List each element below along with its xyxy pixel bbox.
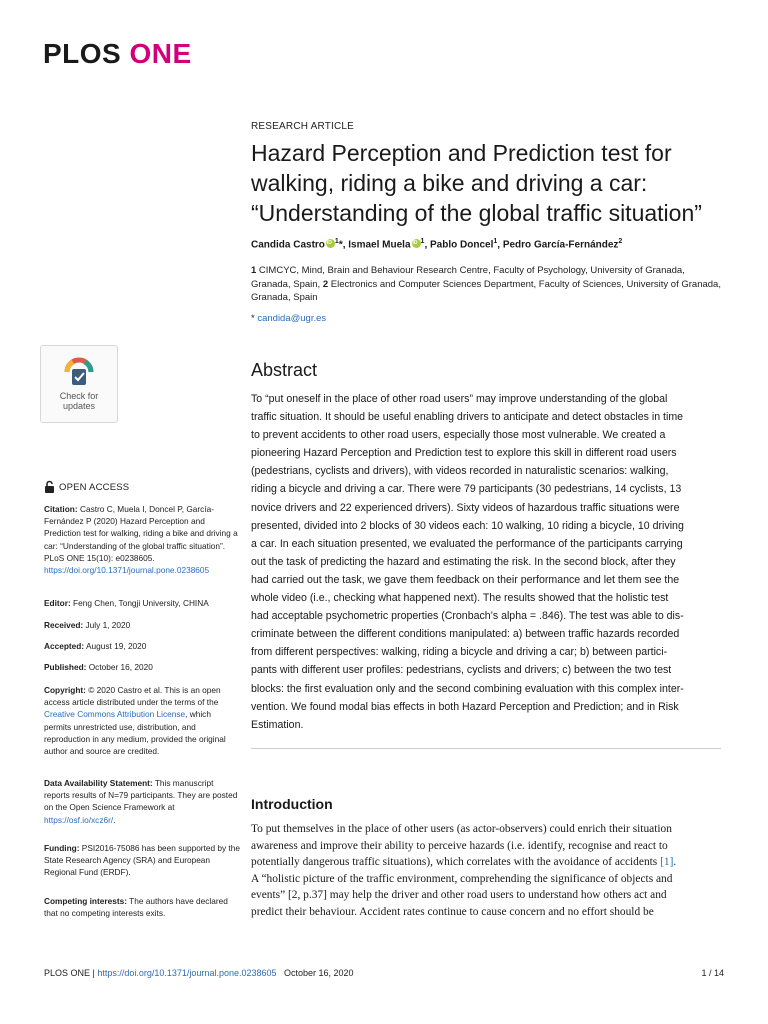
logo-one: ONE: [129, 38, 192, 69]
author-list: [251, 238, 727, 250]
affiliations: [251, 264, 727, 305]
reference-link[interactable]: [1]: [660, 856, 674, 869]
abstract-line: out the task of predicting the hazard and estimating the risk. In the second block, after they: [251, 555, 676, 568]
citation-text: Castro C, Muela I, Doncel P, García-Fernández P (2020) Hazard Perception and Prediction test for walking, riding a bike and driving a car: “Understanding of the global traffic situation”. PLoS ONE 15(10): e0238605.: [44, 504, 238, 563]
intro-line: awareness and improve their ability to perceive hazards (i.e. identify, recognise and react to: [251, 839, 668, 852]
license-link[interactable]: Creative Commons Attribution License: [44, 709, 186, 720]
abstract-line: a car. In each situation presented, we evaluated the performance of the participants carrying: [251, 537, 683, 550]
accepted-text: August 19, 2020: [84, 641, 147, 651]
title-line: “Understanding of the global traffic situation”: [251, 200, 702, 226]
affil-number: 1: [251, 265, 257, 276]
data-availability-text: This manuscript reports results of N=79 participants. They are posted on the Open Science Framework at: [44, 778, 238, 813]
intro-text: potentially dangerous traffic situations), which correlates with the avoidance of accidents: [251, 856, 661, 869]
corr-email-link[interactable]: candida@ugr.es: [257, 313, 327, 324]
author-name[interactable]: Pablo Doncel: [430, 239, 494, 251]
affil-text: CIMCYC, Mind, Brain and Behaviour Research Centre, Faculty of Psychology, University of Granada, Granada, Spain,: [251, 265, 685, 290]
section-divider: [251, 748, 721, 749]
abstract-line: presented, divided into 2 blocks of 30 videos each: 10 walking, 10 riding a bicycle, 10 driving: [251, 519, 684, 532]
abstract-line: riding a bicycle and driving a car. There were 79 participants (30 pedestrians, 14 cyclists, 13: [251, 483, 682, 496]
competing-interests-block: [44, 895, 240, 919]
data-availability-text: .: [113, 814, 116, 825]
citation-doi-link[interactable]: https://doi.org/10.1371/journal.pone.0238605: [44, 565, 210, 576]
abstract-line: from different perspectives: walking, riding a bicycle and driving a car; b) between partici-: [251, 646, 668, 659]
published-text: October 16, 2020: [86, 662, 153, 672]
abstract-line: had acceptable psychometric properties (Cronbach’s alpha = .846). The test was able to dis-: [251, 610, 684, 623]
author-sep: *,: [338, 239, 349, 251]
footer-date: October 16, 2020: [276, 968, 354, 978]
intro-line: To put themselves in the place of other users (as actor-observers) could enrich their situation: [251, 823, 672, 835]
author-affil-sup: 2: [618, 238, 623, 245]
abstract-line: Estimation.: [251, 718, 304, 731]
introduction-body: [251, 821, 727, 921]
accepted-label: Accepted:: [44, 641, 85, 651]
abstract-line: vention. We found modal bias effects in both Hazard Perception and Prediction; and in Risk: [251, 700, 679, 713]
author-sep: ,: [497, 239, 503, 251]
abstract-line: whole video (i.e., checking what happened next). The results showed that the holistic test: [251, 592, 669, 605]
orcid-icon[interactable]: [326, 239, 335, 248]
published-block: [44, 661, 240, 673]
author-affil-sup: 1: [334, 238, 339, 245]
abstract-line: had carried out the task, we gave them feedback on their performance and let them see the: [251, 573, 680, 586]
author-sep: ,: [424, 239, 430, 251]
author-name[interactable]: Pedro García-Fernández: [502, 239, 619, 251]
data-availability-label: Data Availability Statement:: [44, 778, 153, 788]
intro-line: predict their behaviour. Accident rates continue to cause concern and no effort should be: [251, 905, 654, 918]
copyright-label: Copyright:: [44, 685, 86, 695]
abstract-heading: Abstract: [251, 360, 318, 380]
corresponding-author: [251, 313, 727, 324]
open-lock-icon: [44, 480, 55, 494]
abstract-line: blocks: the first evaluation only and the second combining evaluation with this complex inter-: [251, 682, 684, 695]
badge-line: updates: [62, 401, 95, 411]
check-for-updates-icon: [61, 352, 97, 388]
article-title: [251, 138, 727, 228]
accepted-block: [44, 640, 240, 652]
abstract-line: to prevent accidents to other road users, especially those most vulnerable. We created a: [251, 429, 666, 442]
editor-label: Editor:: [44, 598, 71, 608]
page-number: 1 / 14: [701, 968, 724, 978]
title-line: Hazard Perception and Prediction test for: [251, 140, 672, 166]
affil-number: 2: [322, 278, 329, 290]
abstract-line: To “put oneself in the place of other road users” may improve understanding of the global: [251, 393, 668, 405]
intro-line: [251, 854, 727, 871]
published-label: Published:: [44, 662, 87, 672]
received-label: Received:: [44, 620, 84, 630]
received-block: [44, 619, 240, 631]
funding-text: PSI2016-75086 has been supported by the State Research Agency (SRA) and European Regional Fund (ERDF).: [44, 843, 241, 878]
author-affil-sup: 1: [493, 238, 498, 245]
page-footer: [44, 968, 354, 978]
citation-label: Citation:: [44, 504, 78, 514]
competing-interests-label: Competing interests:: [44, 896, 127, 906]
author-affil-sup: 1: [420, 238, 425, 245]
abstract-line: pioneering Hazard Perception and Prediction test to explore this skill in different road users: [251, 447, 677, 460]
footer-doi-link[interactable]: https://doi.org/10.1371/journal.pone.0238605: [97, 968, 277, 978]
copyright-block: [44, 684, 240, 757]
introduction-heading: Introduction: [251, 796, 333, 812]
osf-link[interactable]: https://osf.io/xcz6r/: [44, 814, 114, 825]
title-line: walking, riding a bike and driving a car:: [251, 170, 648, 196]
citation-block: [44, 503, 240, 576]
open-access-label: [44, 480, 129, 494]
author-name[interactable]: Candida Castro: [251, 239, 325, 251]
badge-label: [60, 391, 99, 411]
open-access-text: OPEN ACCESS: [59, 481, 130, 493]
abstract-line: criminate between the different conditions manipulated: a) between traffic hazards recorded: [251, 628, 680, 641]
abstract-line: pants with different user profiles: pedestrians, cyclists and drivers; c) between the two test: [251, 664, 672, 677]
abstract-line: (pedestrians, cyclists and drivers), with videos recorded in naturalistic scenarios: walking,: [251, 465, 669, 478]
editor-text: Feng Chen, Tongji University, CHINA: [70, 598, 209, 608]
author-name[interactable]: Ismael Muela: [348, 239, 411, 251]
copyright-text: , which permits unrestricted use, distribution, and reproduction in any medium, provided the original author and source are credited.: [44, 709, 226, 757]
received-text: July 1, 2020: [83, 620, 131, 630]
abstract-line: traffic situation. It should be useful enabling drivers to anticipate and detect obstacles in time: [251, 411, 684, 424]
badge-line: Check for: [59, 391, 99, 401]
funding-label: Funding:: [44, 843, 80, 853]
abstract-body: [251, 390, 727, 734]
plos-one-logo[interactable]: [43, 38, 192, 70]
intro-line: A “holistic picture of the traffic environment, comprehending the significance of objects and: [251, 872, 673, 885]
intro-line: events” [2, p.37] may help the driver and other road users to understand how others act and: [251, 889, 667, 902]
intro-text: .: [673, 856, 677, 869]
article-type: RESEARCH ARTICLE: [251, 121, 355, 132]
check-for-updates-badge[interactable]: [40, 345, 118, 423]
funding-block: [44, 842, 240, 879]
logo-plos: PLOS: [43, 38, 122, 69]
abstract-line: novice drivers and 22 experienced drivers). Sixty videos of hazardous traffic situations were: [251, 501, 680, 514]
competing-interests-text: The authors have declared that no competing interests exits.: [44, 896, 228, 919]
editor-block: [44, 597, 240, 609]
orcid-icon[interactable]: [412, 239, 421, 248]
affil-text: Electronics and Computer Sciences Department, Faculty of Sciences, University of Granada, Granada, Spain: [251, 278, 721, 303]
data-availability-block: [44, 777, 240, 826]
corr-star: *: [251, 313, 258, 324]
footer-journal: PLOS ONE |: [44, 968, 98, 978]
copyright-text: © 2020 Castro et al. This is an open access article distributed under the terms of the: [44, 685, 221, 708]
